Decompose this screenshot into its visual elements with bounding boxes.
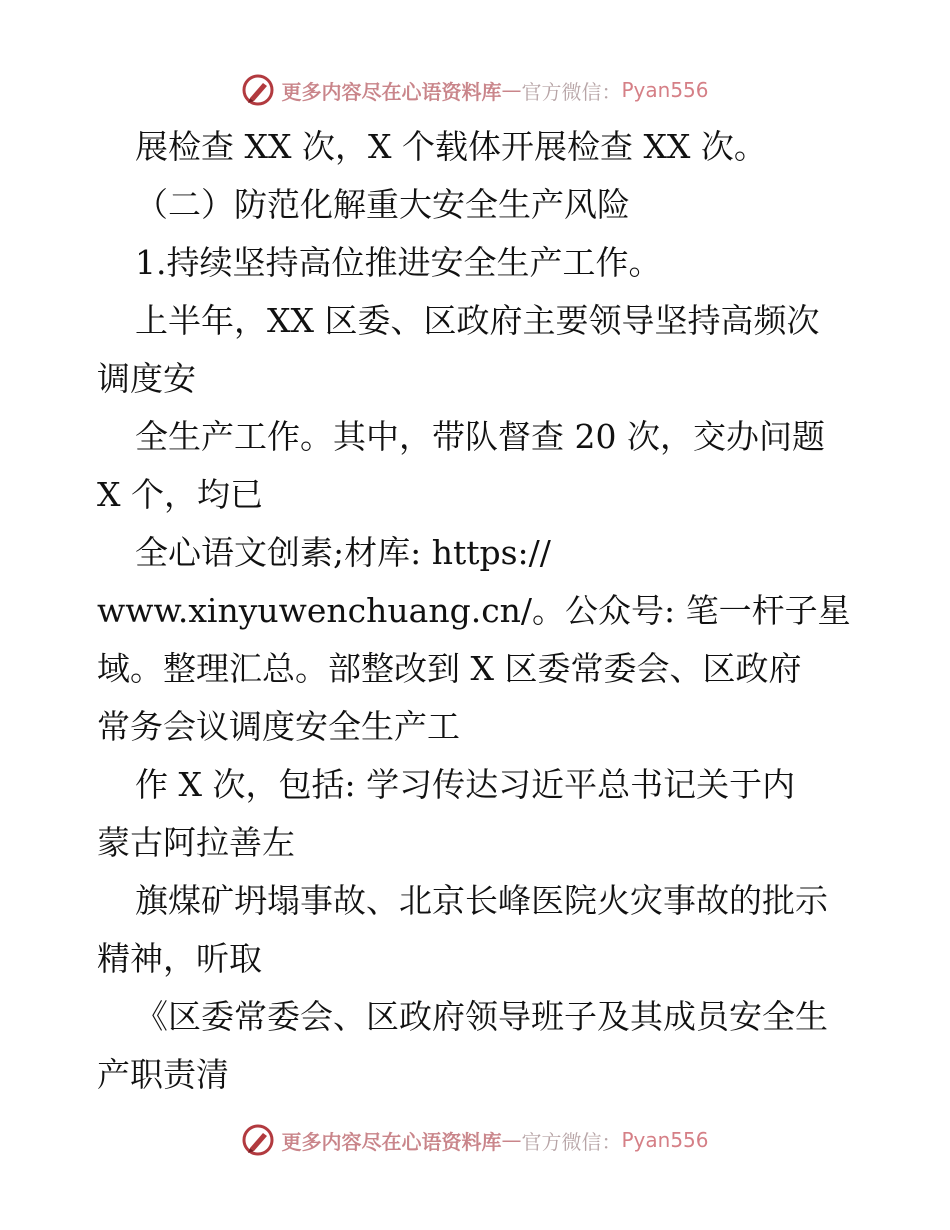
document-body <box>97 118 897 1104</box>
banner-separator: — <box>501 78 522 102</box>
banner-wechat-id: Pyan556 <box>621 78 709 102</box>
text-line: 上半年，XX 区委、区政府主要领导坚持高频次 <box>135 301 820 340</box>
subsection-heading: 1.持续坚持高位推进安全生产工作。 <box>135 243 662 282</box>
banner-main-text: 更多内容尽在心语资料库 <box>281 79 502 104</box>
footer-banner <box>0 1120 950 1160</box>
text-line: 蒙古阿拉善左 <box>97 823 295 862</box>
text-line: www.xinyuwenchuang.cn/。公众号: 笔一杆子星 <box>97 591 851 630</box>
header-banner <box>0 70 950 110</box>
banner-wechat-id: Pyan556 <box>621 1128 709 1152</box>
banner-separator: — <box>501 1128 522 1152</box>
text-line: 展检查 XX 次，X 个载体开展检查 XX 次。 <box>135 127 767 166</box>
text-line: 精神，听取 <box>97 939 262 978</box>
banner-wechat-label: 官方微信： <box>521 1129 622 1154</box>
text-line: 全心语文创素;材库: https:// <box>135 533 551 572</box>
text-line: X 个，均已 <box>97 475 263 514</box>
text-line: 旗煤矿坍塌事故、北京长峰医院火灾事故的批示 <box>135 881 828 920</box>
red-pen-circle-logo <box>241 73 275 107</box>
text-line: 常务会议调度安全生产工 <box>97 707 460 746</box>
text-line: 作 X 次，包括: 学习传达习近平总书记关于内 <box>135 765 796 804</box>
section-heading: （二）防范化解重大安全生产风险 <box>135 185 630 224</box>
text-line: 全生产工作。其中，带队督查 20 次，交办问题 <box>135 417 825 456</box>
banner-wechat-label: 官方微信： <box>521 79 622 104</box>
text-line: 域。整理汇总。部整改到 X 区委常委会、区政府 <box>97 649 802 688</box>
text-line: 《区委常委会、区政府领导班子及其成员安全生 <box>135 997 828 1036</box>
text-line: 产职责清 <box>97 1055 229 1094</box>
text-line: 调度安 <box>97 359 196 398</box>
red-pen-circle-logo <box>241 1123 275 1157</box>
banner-main-text: 更多内容尽在心语资料库 <box>281 1129 502 1154</box>
